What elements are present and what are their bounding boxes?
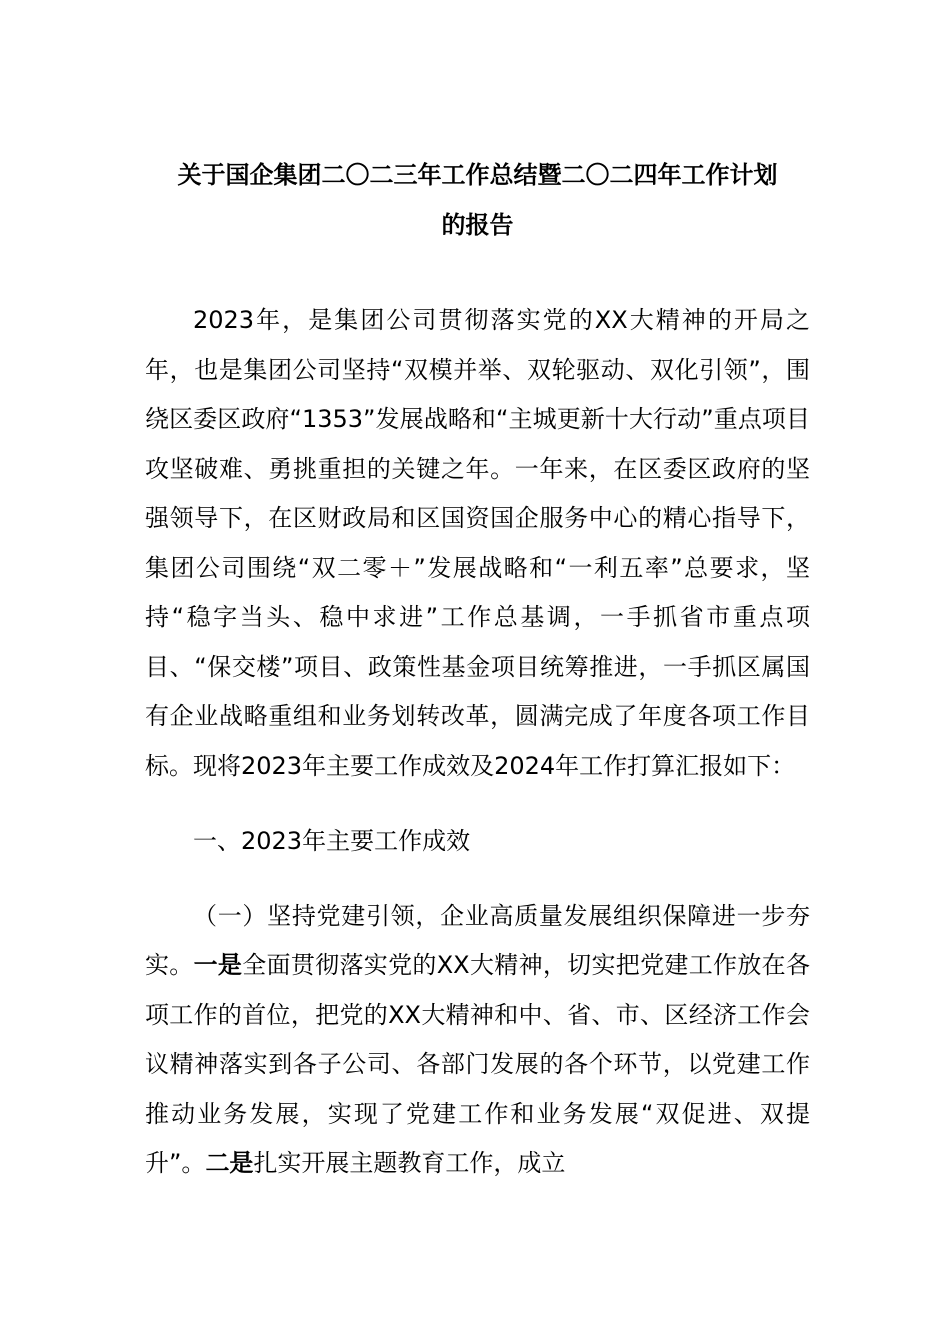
item-1-marker: 一是 (193, 951, 243, 979)
item-2-marker: 二是 (205, 1149, 254, 1177)
section-1-paragraph (145, 892, 810, 1189)
item-1-text: 全面贯彻落实党的XX大精神，切实把党建工作放在各项工作的首位，把党的XX大精神和中、省、市、区经济工作会议精神落实到各子公司、各部门发展的各个环节，以党建工作推动业务发展，实现了党建工作和业务发展“双促进、双提升”。 (145, 951, 810, 1177)
document-title (145, 150, 810, 250)
document-page (145, 150, 810, 1189)
document-body (145, 296, 810, 1189)
section-heading-1: 一、2023年主要工作成效 (193, 827, 471, 855)
section-1-lead: （一）坚持党建引领，企业高质量发展组织保障进一步夯实。 (145, 901, 810, 979)
title-line-1: 关于国企集团二〇二三年工作总结暨二〇二四年工作计划 (177, 161, 778, 189)
intro-paragraph: 2023年，是集团公司贯彻落实党的XX大精神的开局之年，也是集团公司坚持“双模并举、双轮驱动、双化引领”，围绕区委区政府“1353”发展战略和“主城更新十大行动”重点项目攻坚破难、勇挑重担的关键之年。一年来，在区委区政府的坚强领导下，在区财政局和区国资国企服务中心的精心指导下，集团公司围绕“双二零＋”发展战略和“一利五率”总要求，坚持“稳字当头、稳中求进”工作总基调，一手抓省市重点项目、“保交楼”项目、政策性基金项目统筹推进，一手抓区属国有企业战略重组和业务划转改革，圆满完成了年度各项工作目标。现将2023年主要工作成效及2024年工作打算汇报如下： (145, 306, 810, 780)
item-2-text: 扎实开展主题教育工作，成立 (253, 1149, 566, 1177)
title-line-2: 的报告 (441, 211, 514, 239)
